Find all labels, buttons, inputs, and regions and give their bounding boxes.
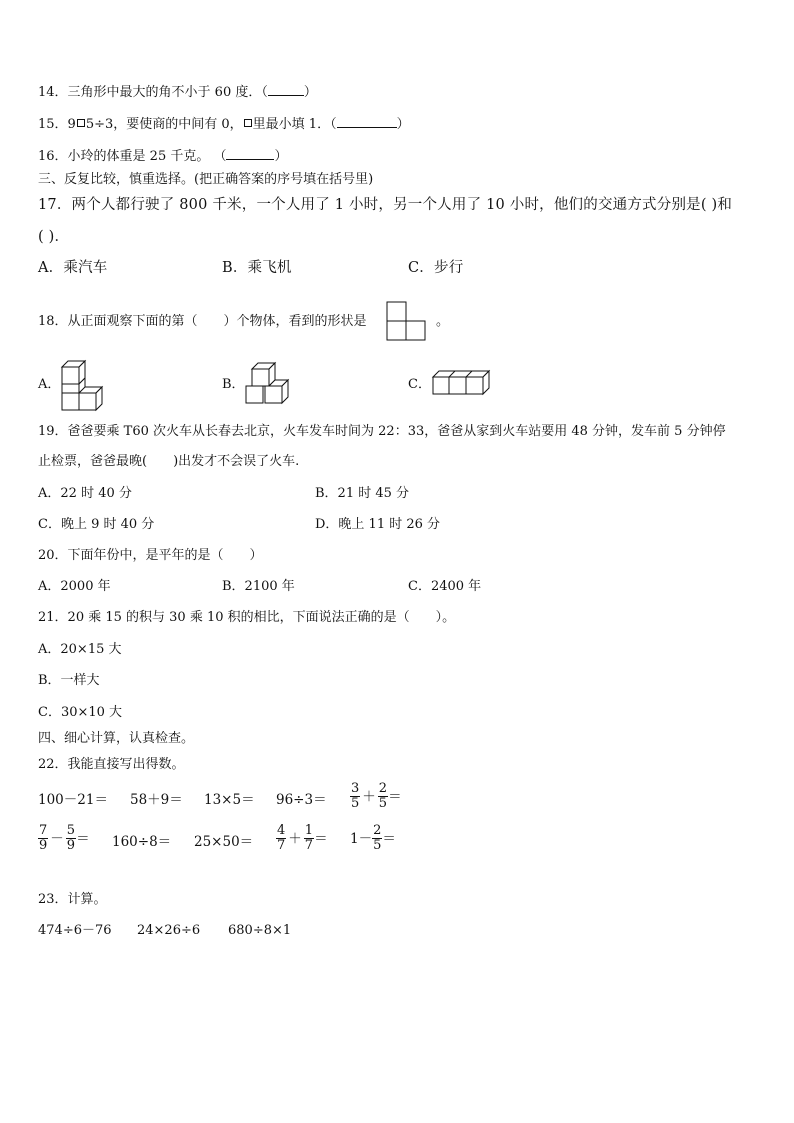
q18-option-b[interactable]: B． xyxy=(222,377,245,392)
cube-stack-a-icon xyxy=(60,357,104,413)
q19-line-2: 止检票，爸爸最晚( )出发才不会误了火车. xyxy=(38,454,300,469)
q22-expr-2: 58＋9＝ xyxy=(130,792,183,808)
q22-expr-4: 96÷3＝ xyxy=(276,792,327,808)
q22-frac-expr-10: 1－ $\frac{2}{5}$ ＝ xyxy=(350,823,396,853)
q20-option-b[interactable]: B．2100 年 xyxy=(222,579,295,594)
q19-option-b[interactable]: B．21 时 45 分 xyxy=(315,486,410,501)
q21-option-a[interactable]: A．20×15 大 xyxy=(38,642,122,657)
cube-row-c-icon xyxy=(431,369,491,399)
question-22: 22．我能直接写出得数。 xyxy=(38,757,185,772)
q18-option-c[interactable]: C． xyxy=(408,377,431,392)
q22-frac-expr-9: $\frac{4}{7}$ ＋ $\frac{1}{7}$ ＝ xyxy=(277,823,328,853)
q17-option-a[interactable]: A．乘汽车 xyxy=(38,260,108,276)
q17-option-b[interactable]: B．乘飞机 xyxy=(222,260,292,276)
q14-text: 14．三角形中最大的角不小于 60 度．（ xyxy=(38,85,268,100)
q23-expr-1: 474÷6－76 xyxy=(38,923,112,938)
q17-line-2: ( )． xyxy=(38,229,70,245)
q22-frac-expr-6: $\frac{7}{9}$ － $\frac{5}{9}$ ＝ xyxy=(39,823,90,853)
q17-option-c[interactable]: C．步行 xyxy=(408,260,464,276)
cube-stack-b-icon xyxy=(244,361,290,407)
q20-option-c[interactable]: C．2400 年 xyxy=(408,579,482,594)
question-15: 15．9 5÷3，要使商的中间有 0， 里最小填 1．（ ） xyxy=(38,117,410,132)
q23-expr-2: 24×26÷6 xyxy=(137,923,201,938)
question-23: 23．计算。 xyxy=(38,892,107,907)
q22-expr-8: 25×50＝ xyxy=(194,834,254,850)
front-view-shape-icon xyxy=(386,301,428,341)
box-placeholder-icon xyxy=(77,119,85,127)
question-20: 20．下面年份中，是平年的是（ ） xyxy=(38,548,263,563)
question-21: 21．20 乘 15 的积与 30 乘 10 积的相比，下面说法正确的是（ ）。 xyxy=(38,610,456,625)
question-14: 14．三角形中最大的角不小于 60 度．（ ） xyxy=(38,85,317,100)
section-3-heading: 三、反复比较，慎重选择。(把正确答案的序号填在括号里) xyxy=(38,172,374,187)
q23-expr-3: 680÷8×1 xyxy=(228,923,292,938)
q16-answer-blank[interactable] xyxy=(226,147,274,160)
q17-line-1: 17．两个人都行驶了 800 千米，一个人用了 1 小时，另一个人用了 10 小时，他们的交通方式分别是( )和 xyxy=(38,197,733,213)
q21-option-b[interactable]: B．一样大 xyxy=(38,673,100,688)
q21-option-c[interactable]: C．30×10 大 xyxy=(38,705,123,720)
q22-expr-1: 100－21＝ xyxy=(38,792,108,808)
q14-answer-blank[interactable] xyxy=(268,83,304,96)
q20-option-a[interactable]: A．2000 年 xyxy=(38,579,111,594)
q18-option-a[interactable]: A． xyxy=(38,377,61,392)
q19-option-c[interactable]: C．晚上 9 时 40 分 xyxy=(38,517,155,532)
q22-expr-7: 160÷8＝ xyxy=(112,834,172,850)
q18-tail: 。 xyxy=(436,314,450,329)
question-16: 16．小玲的体重是 25 千克。 （ ） xyxy=(38,149,288,164)
q19-line-1: 19．爸爸要乘 T60 次火车从长春去北京，火车发车时间为 22：33，爸爸从家到火车站要用 48 分钟，发车前 5 分钟停 xyxy=(38,424,726,439)
box-placeholder-icon xyxy=(244,119,252,127)
section-4-heading: 四、细心计算，认真检查。 xyxy=(38,731,195,746)
q22-frac-expr-5: $\frac{3}{5}$ ＋ $\frac{2}{5}$ ＝ xyxy=(351,781,402,811)
question-18: 18．从正面观察下面的第（ ）个物体，看到的形状是 xyxy=(38,314,367,329)
q19-option-d[interactable]: D．晚上 11 时 26 分 xyxy=(315,517,441,532)
q15-answer-blank[interactable] xyxy=(337,115,397,128)
q22-expr-3: 13×5＝ xyxy=(204,792,255,808)
q19-option-a[interactable]: A．22 时 40 分 xyxy=(38,486,132,501)
